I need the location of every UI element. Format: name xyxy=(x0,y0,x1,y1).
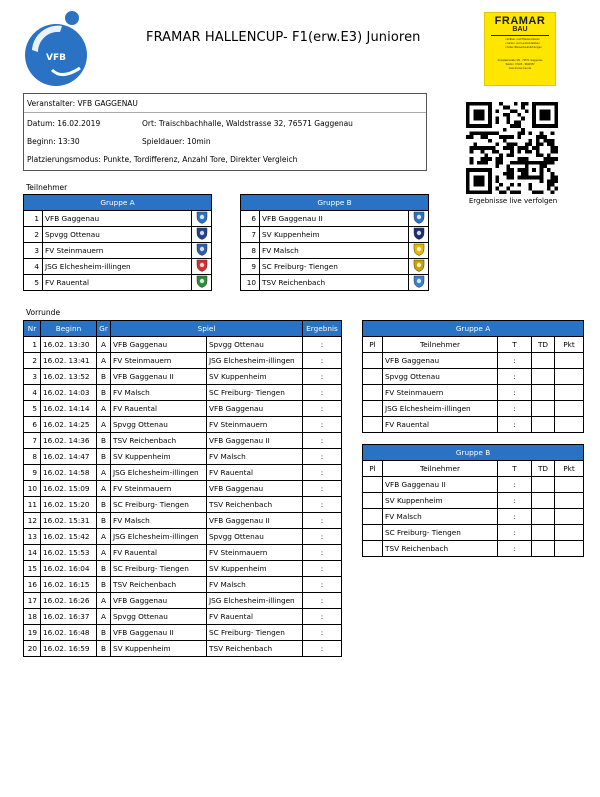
standing-goal-diff xyxy=(532,477,555,493)
match-number: 16 xyxy=(24,577,41,593)
col-header-match: Spiel xyxy=(111,321,303,337)
match-number: 13 xyxy=(24,529,41,545)
home-team: VFB Gaggenau II xyxy=(111,369,207,385)
standings-row xyxy=(363,541,584,557)
team-row xyxy=(24,211,212,227)
match-group: A xyxy=(97,545,111,561)
standings-row xyxy=(363,353,584,369)
match-number: 3 xyxy=(24,369,41,385)
match-result[interactable]: : xyxy=(303,433,342,449)
sponsor-service: • Erdbau- und Pflasterarbeiten xyxy=(505,38,540,41)
standing-team: JSG Elchesheim-illingen xyxy=(383,401,498,417)
schedule-table xyxy=(23,320,342,657)
match-row xyxy=(24,561,342,577)
home-team: SV Kuppenheim xyxy=(111,641,207,657)
home-team: SC Freiburg- Tiengen xyxy=(111,561,207,577)
col-header-result: Ergebnis xyxy=(303,321,342,337)
match-number: 17 xyxy=(24,593,41,609)
match-group: B xyxy=(97,497,111,513)
standing-points xyxy=(555,369,584,385)
match-result[interactable]: : xyxy=(303,625,342,641)
sponsor-contact: www.framar-bau.de xyxy=(508,67,532,70)
away-team: FV Malsch xyxy=(207,577,303,593)
standing-points xyxy=(555,509,584,525)
vfb-gaggenau-crest-icon xyxy=(413,211,425,224)
match-number: 4 xyxy=(24,385,41,401)
standing-place xyxy=(363,541,383,557)
team-crest-cell xyxy=(409,211,429,227)
standing-team: SC Freiburg- Tiengen xyxy=(383,525,498,541)
team-row xyxy=(24,227,212,243)
match-row xyxy=(24,449,342,465)
match-number: 1 xyxy=(24,337,41,353)
match-start-time: 16.02. 14:36 xyxy=(41,433,97,449)
home-team: FV Steinmauern xyxy=(111,481,207,497)
match-number: 18 xyxy=(24,609,41,625)
team-name: Spvgg Ottenau xyxy=(43,227,192,243)
club-logo xyxy=(22,10,90,88)
match-start-time: 16.02. 14:14 xyxy=(41,401,97,417)
standing-place xyxy=(363,477,383,493)
standing-goal-diff xyxy=(532,525,555,541)
match-number: 19 xyxy=(24,625,41,641)
team-crest-cell xyxy=(192,243,212,259)
match-start-time: 16.02. 15:53 xyxy=(41,545,97,561)
team-crest-cell xyxy=(409,243,429,259)
away-team: FV Rauental xyxy=(207,609,303,625)
standings-row xyxy=(363,493,584,509)
standing-points xyxy=(555,401,584,417)
match-group: A xyxy=(97,353,111,369)
team-name: FV Steinmauern xyxy=(43,243,192,259)
home-team: SV Kuppenheim xyxy=(111,449,207,465)
sponsor-logo xyxy=(484,12,556,86)
match-result[interactable]: : xyxy=(303,497,342,513)
match-result[interactable]: : xyxy=(303,577,342,593)
match-group: B xyxy=(97,433,111,449)
col-header-points: Pkt xyxy=(555,461,584,477)
results-qr-code[interactable] xyxy=(466,102,558,194)
team-name: SV Kuppenheim xyxy=(260,227,409,243)
standing-goals: : xyxy=(498,525,532,541)
sponsor-service: • Garten- und Landschaftsbau xyxy=(505,42,540,45)
standing-goals: : xyxy=(498,477,532,493)
home-team: FV Steinmauern xyxy=(111,353,207,369)
match-result[interactable]: : xyxy=(303,449,342,465)
home-team: FV Malsch xyxy=(111,513,207,529)
standing-place xyxy=(363,417,383,433)
col-header-points: Pkt xyxy=(555,337,584,353)
home-team: FV Malsch xyxy=(111,385,207,401)
match-start-time: 16.02. 14:03 xyxy=(41,385,97,401)
match-result[interactable]: : xyxy=(303,465,342,481)
col-header-start: Beginn xyxy=(41,321,97,337)
standing-place xyxy=(363,401,383,417)
event-location: Ort: Traischbachhalle, Waldstrasse 32, 76571 Gaggenau xyxy=(142,119,353,128)
match-start-time: 16.02. 15:31 xyxy=(41,513,97,529)
team-row xyxy=(241,275,429,291)
standing-goal-diff xyxy=(532,417,555,433)
match-start-time: 16.02. 13:30 xyxy=(41,337,97,353)
standing-goals: : xyxy=(498,541,532,557)
match-row xyxy=(24,353,342,369)
match-result[interactable]: : xyxy=(303,561,342,577)
match-row xyxy=(24,545,342,561)
standing-goals: : xyxy=(498,369,532,385)
match-start-time: 16.02. 16:04 xyxy=(41,561,97,577)
participants-label: Teilnehmer xyxy=(26,183,68,192)
standings-a-title: Gruppe A xyxy=(363,321,584,337)
standings-b-title: Gruppe B xyxy=(363,445,584,461)
team-number: 5 xyxy=(24,275,43,291)
away-team: SV Kuppenheim xyxy=(207,561,303,577)
standings-row xyxy=(363,417,584,433)
away-team: FV Steinmauern xyxy=(207,545,303,561)
match-row xyxy=(24,369,342,385)
home-team: SC Freiburg- Tiengen xyxy=(111,497,207,513)
group-b-standings-table xyxy=(362,444,584,557)
standing-place xyxy=(363,525,383,541)
standing-team: VFB Gaggenau xyxy=(383,353,498,369)
home-team: TSV Reichenbach xyxy=(111,433,207,449)
match-start-time: 16.02. 15:42 xyxy=(41,529,97,545)
match-result[interactable]: : xyxy=(303,369,342,385)
team-number: 3 xyxy=(24,243,43,259)
match-number: 12 xyxy=(24,513,41,529)
team-row xyxy=(241,243,429,259)
qr-caption: Ergebnisse live verfolgen xyxy=(468,197,558,205)
team-number: 7 xyxy=(241,227,260,243)
home-team: Spvgg Ottenau xyxy=(111,417,207,433)
home-team: JSG Elchesheim-illingen xyxy=(111,529,207,545)
standings-row xyxy=(363,477,584,493)
standing-team: FV Rauental xyxy=(383,417,498,433)
standing-points xyxy=(555,417,584,433)
standing-goals: : xyxy=(498,401,532,417)
ranking-mode: Platzierungsmodus: Punkte, Tordifferenz, Anzahl Tore, Direkter Vergleich xyxy=(27,155,298,164)
team-number: 8 xyxy=(241,243,260,259)
standing-goal-diff xyxy=(532,401,555,417)
page-title: FRAMAR HALLENCUP- F1(erw.E3) Junioren xyxy=(146,30,421,45)
home-team: JSG Elchesheim-illingen xyxy=(111,465,207,481)
standing-team: FV Steinmauern xyxy=(383,385,498,401)
match-group: A xyxy=(97,337,111,353)
standings-row xyxy=(363,369,584,385)
match-number: 11 xyxy=(24,497,41,513)
match-group: B xyxy=(97,369,111,385)
col-header-goal-diff: TD xyxy=(532,461,555,477)
team-number: 6 xyxy=(241,211,260,227)
match-start-time: 16.02. 16:59 xyxy=(41,641,97,657)
match-start-time: 16.02. 15:09 xyxy=(41,481,97,497)
col-header-team: Teilnehmer xyxy=(383,337,498,353)
match-number: 8 xyxy=(24,449,41,465)
group-b-title: Gruppe B xyxy=(241,195,429,211)
standings-row xyxy=(363,401,584,417)
event-date: Datum: 16.02.2019 xyxy=(27,119,101,128)
match-start-time: 16.02. 13:52 xyxy=(41,369,97,385)
match-result[interactable]: : xyxy=(303,545,342,561)
col-header-place: Pl xyxy=(363,337,383,353)
standing-goal-diff xyxy=(532,541,555,557)
team-crest-cell xyxy=(192,227,212,243)
standings-row xyxy=(363,385,584,401)
col-header-goal-diff: TD xyxy=(532,337,555,353)
team-name: SC Freiburg- Tiengen xyxy=(260,259,409,275)
team-row xyxy=(24,259,212,275)
away-team: JSG Elchesheim-illingen xyxy=(207,353,303,369)
match-row xyxy=(24,641,342,657)
standing-points xyxy=(555,525,584,541)
match-group: B xyxy=(97,625,111,641)
sc-freiburg-tiengen-crest-icon xyxy=(413,259,425,272)
away-team: FV Rauental xyxy=(207,465,303,481)
away-team: SC Freiburg- Tiengen xyxy=(207,385,303,401)
match-result[interactable]: : xyxy=(303,609,342,625)
match-group: A xyxy=(97,609,111,625)
home-team: Spvgg Ottenau xyxy=(111,609,207,625)
home-team: FV Rauental xyxy=(111,545,207,561)
match-result[interactable]: : xyxy=(303,593,342,609)
col-header-team: Teilnehmer xyxy=(383,461,498,477)
standing-goal-diff xyxy=(532,509,555,525)
standings-row xyxy=(363,509,584,525)
match-result[interactable]: : xyxy=(303,353,342,369)
match-group: A xyxy=(97,593,111,609)
team-crest-cell xyxy=(409,259,429,275)
match-number: 10 xyxy=(24,481,41,497)
home-team: VFB Gaggenau xyxy=(111,337,207,353)
group-b-teams-table xyxy=(240,194,429,291)
event-info-box xyxy=(23,93,427,171)
sponsor-name-sub: BAU xyxy=(512,26,528,33)
match-result[interactable]: : xyxy=(303,529,342,545)
group-a-teams-table xyxy=(23,194,212,291)
tsv-reichenbach-crest-icon xyxy=(413,275,425,288)
standing-goal-diff xyxy=(532,493,555,509)
team-number: 9 xyxy=(241,259,260,275)
vfb-gaggenau-crest-icon xyxy=(196,211,208,224)
match-result[interactable]: : xyxy=(303,481,342,497)
match-result[interactable]: : xyxy=(303,417,342,433)
team-name: VFB Gaggenau xyxy=(43,211,192,227)
team-number: 10 xyxy=(241,275,260,291)
team-name: VFB Gaggenau II xyxy=(260,211,409,227)
match-start-time: 16.02. 16:37 xyxy=(41,609,97,625)
match-result[interactable]: : xyxy=(303,385,342,401)
match-duration: Spieldauer: 10min xyxy=(142,137,211,146)
jsg-elchesheim-crest-icon xyxy=(196,259,208,272)
team-row xyxy=(241,211,429,227)
match-start-time: 16.02. 14:58 xyxy=(41,465,97,481)
match-group: A xyxy=(97,417,111,433)
team-row xyxy=(241,227,429,243)
group-a-standings-table xyxy=(362,320,584,433)
match-number: 6 xyxy=(24,417,41,433)
match-row xyxy=(24,529,342,545)
standing-points xyxy=(555,353,584,369)
standing-points xyxy=(555,477,584,493)
team-number: 2 xyxy=(24,227,43,243)
standing-points xyxy=(555,541,584,557)
match-group: B xyxy=(97,449,111,465)
standing-goals: : xyxy=(498,493,532,509)
team-crest-cell xyxy=(192,259,212,275)
event-start: Beginn: 13:30 xyxy=(27,137,80,146)
team-name: JSG Elchesheim-illingen xyxy=(43,259,192,275)
fv-steinmauern-crest-icon xyxy=(196,243,208,256)
standing-place xyxy=(363,493,383,509)
match-row xyxy=(24,513,342,529)
team-name: FV Malsch xyxy=(260,243,409,259)
organizer: Veranstalter: VFB GAGGENAU xyxy=(27,99,138,108)
match-group: B xyxy=(97,513,111,529)
divider xyxy=(24,112,426,113)
fv-rauental-crest-icon xyxy=(196,275,208,288)
match-group: B xyxy=(97,577,111,593)
fv-malsch-crest-icon xyxy=(413,243,425,256)
match-row xyxy=(24,401,342,417)
match-row xyxy=(24,417,342,433)
match-start-time: 16.02. 16:26 xyxy=(41,593,97,609)
match-row xyxy=(24,625,342,641)
col-header-goals: T xyxy=(498,461,532,477)
match-row xyxy=(24,497,342,513)
match-row xyxy=(24,609,342,625)
group-a-title: Gruppe A xyxy=(24,195,212,211)
standing-place xyxy=(363,353,383,369)
match-number: 20 xyxy=(24,641,41,657)
away-team: TSV Reichenbach xyxy=(207,641,303,657)
team-crest-cell xyxy=(409,275,429,291)
away-team: FV Steinmauern xyxy=(207,417,303,433)
match-number: 5 xyxy=(24,401,41,417)
team-name: FV Rauental xyxy=(43,275,192,291)
col-header-place: Pl xyxy=(363,461,383,477)
match-row xyxy=(24,481,342,497)
standing-team: SV Kuppenheim xyxy=(383,493,498,509)
standing-place xyxy=(363,385,383,401)
match-row xyxy=(24,433,342,449)
sponsor-contact: Telefon: 07225 - 9843357 xyxy=(505,63,535,66)
match-result[interactable]: : xyxy=(303,641,342,657)
standing-points xyxy=(555,493,584,509)
match-start-time: 16.02. 15:20 xyxy=(41,497,97,513)
col-header-goals: T xyxy=(498,337,532,353)
team-name: TSV Reichenbach xyxy=(260,275,409,291)
match-number: 9 xyxy=(24,465,41,481)
away-team: Spvgg Ottenau xyxy=(207,529,303,545)
standing-place xyxy=(363,509,383,525)
away-team: SV Kuppenheim xyxy=(207,369,303,385)
match-start-time: 16.02. 16:48 xyxy=(41,625,97,641)
match-group: A xyxy=(97,401,111,417)
standing-team: TSV Reichenbach xyxy=(383,541,498,557)
away-team: Spvgg Ottenau xyxy=(207,337,303,353)
home-team: VFB Gaggenau xyxy=(111,593,207,609)
standing-team: Spvgg Ottenau xyxy=(383,369,498,385)
prelim-round-label: Vorrunde xyxy=(26,308,61,317)
match-row xyxy=(24,337,342,353)
team-row xyxy=(24,275,212,291)
match-number: 14 xyxy=(24,545,41,561)
match-group: A xyxy=(97,481,111,497)
match-group: B xyxy=(97,385,111,401)
team-crest-cell xyxy=(409,227,429,243)
match-group: B xyxy=(97,561,111,577)
home-team: FV Rauental xyxy=(111,401,207,417)
sponsor-contact: Postplatzstraße 3/9 · 76571 Gaggenau xyxy=(497,59,543,62)
away-team: VFB Gaggenau xyxy=(207,481,303,497)
away-team: JSG Elchesheim-illingen xyxy=(207,593,303,609)
match-start-time: 16.02. 14:47 xyxy=(41,449,97,465)
team-row xyxy=(241,259,429,275)
match-start-time: 16.02. 16:15 xyxy=(41,577,97,593)
standing-points xyxy=(555,385,584,401)
team-number: 4 xyxy=(24,259,43,275)
sponsor-service: • Keller-/Bauwerksabdichtungen xyxy=(505,46,542,49)
team-number: 1 xyxy=(24,211,43,227)
match-row xyxy=(24,593,342,609)
standing-goals: : xyxy=(498,385,532,401)
away-team: VFB Gaggenau xyxy=(207,401,303,417)
away-team: VFB Gaggenau II xyxy=(207,513,303,529)
match-row xyxy=(24,385,342,401)
match-group: A xyxy=(97,465,111,481)
match-result[interactable]: : xyxy=(303,337,342,353)
club-logo-text: VFB xyxy=(46,53,66,63)
standing-goals: : xyxy=(498,353,532,369)
standing-goals: : xyxy=(498,417,532,433)
standing-goal-diff xyxy=(532,385,555,401)
col-header-nr: Nr xyxy=(24,321,41,337)
match-group: B xyxy=(97,641,111,657)
spvgg-ottenau-crest-icon xyxy=(196,227,208,240)
match-start-time: 16.02. 13:41 xyxy=(41,353,97,369)
standing-goal-diff xyxy=(532,353,555,369)
match-number: 7 xyxy=(24,433,41,449)
away-team: VFB Gaggenau II xyxy=(207,433,303,449)
standing-team: VFB Gaggenau II xyxy=(383,477,498,493)
match-start-time: 16.02. 14:25 xyxy=(41,417,97,433)
match-row xyxy=(24,465,342,481)
team-row xyxy=(24,243,212,259)
standing-place xyxy=(363,369,383,385)
sponsor-name: FRAMAR xyxy=(494,15,546,27)
away-team: FV Malsch xyxy=(207,449,303,465)
match-result[interactable]: : xyxy=(303,513,342,529)
standings-row xyxy=(363,525,584,541)
standing-team: FV Malsch xyxy=(383,509,498,525)
standing-goals: : xyxy=(498,509,532,525)
away-team: SC Freiburg- Tiengen xyxy=(207,625,303,641)
sv-kuppenheim-crest-icon xyxy=(413,227,425,240)
match-number: 2 xyxy=(24,353,41,369)
away-team: TSV Reichenbach xyxy=(207,497,303,513)
home-team: TSV Reichenbach xyxy=(111,577,207,593)
match-number: 15 xyxy=(24,561,41,577)
match-group: A xyxy=(97,529,111,545)
home-team: VFB Gaggenau II xyxy=(111,625,207,641)
match-result[interactable]: : xyxy=(303,401,342,417)
col-header-group: Gr xyxy=(97,321,111,337)
match-row xyxy=(24,577,342,593)
sponsor-divider xyxy=(491,35,549,36)
team-crest-cell xyxy=(192,275,212,291)
standing-goal-diff xyxy=(532,369,555,385)
team-crest-cell xyxy=(192,211,212,227)
